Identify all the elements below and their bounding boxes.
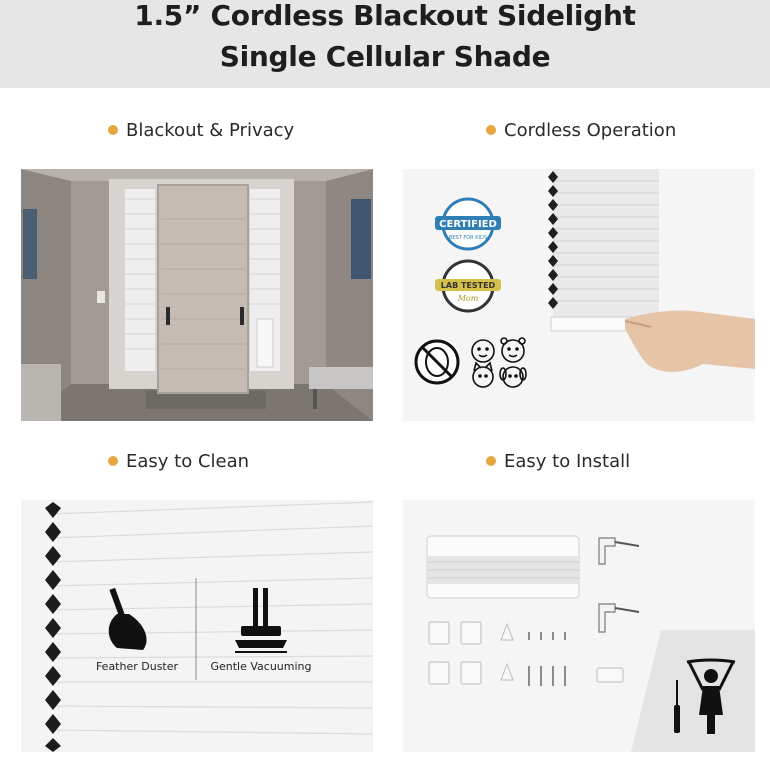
- svg-text:CERTIFIED: CERTIFIED: [439, 219, 497, 230]
- svg-text:BEST FOR KIDS: BEST FOR KIDS: [448, 235, 488, 241]
- cat-icon: [473, 363, 493, 387]
- feature-blackout: [108, 116, 294, 144]
- feature-label: Easy to Install: [504, 450, 631, 472]
- feature-label: Cordless Operation: [504, 119, 677, 141]
- feature-label: Easy to Clean: [126, 450, 250, 472]
- vacuum-label: Gentle Vacuuming: [210, 660, 312, 673]
- title-line-2: Single Cellular Shade: [219, 40, 551, 73]
- title-banner: [0, 0, 770, 88]
- feather-duster-label: Feather Duster: [95, 660, 179, 673]
- bullet-dot: [486, 125, 496, 135]
- girl-icon: [501, 338, 525, 362]
- svg-text:LAB TESTED: LAB TESTED: [440, 281, 496, 290]
- baby-icon: [472, 340, 494, 362]
- no-cord-icon: [416, 341, 458, 383]
- install-panel: [403, 500, 755, 752]
- certified-badge-icon: [435, 199, 501, 249]
- clean-panel: [21, 500, 373, 752]
- svg-text:Mom: Mom: [457, 294, 479, 303]
- doorway-photo: [21, 169, 373, 421]
- dog-icon: [500, 367, 526, 387]
- bullet-dot: [108, 456, 118, 466]
- lab-tested-badge-icon: [435, 261, 501, 311]
- feature-label: Blackout & Privacy: [126, 119, 295, 141]
- feature-easy-clean: [108, 447, 249, 475]
- bullet-dot: [108, 125, 118, 135]
- title-line-1: 1.5” Cordless Blackout Sidelight: [134, 0, 636, 32]
- bullet-dot: [486, 456, 496, 466]
- cordless-panel: [403, 169, 755, 421]
- feature-easy-install: [486, 447, 630, 475]
- feature-cordless: [486, 116, 676, 144]
